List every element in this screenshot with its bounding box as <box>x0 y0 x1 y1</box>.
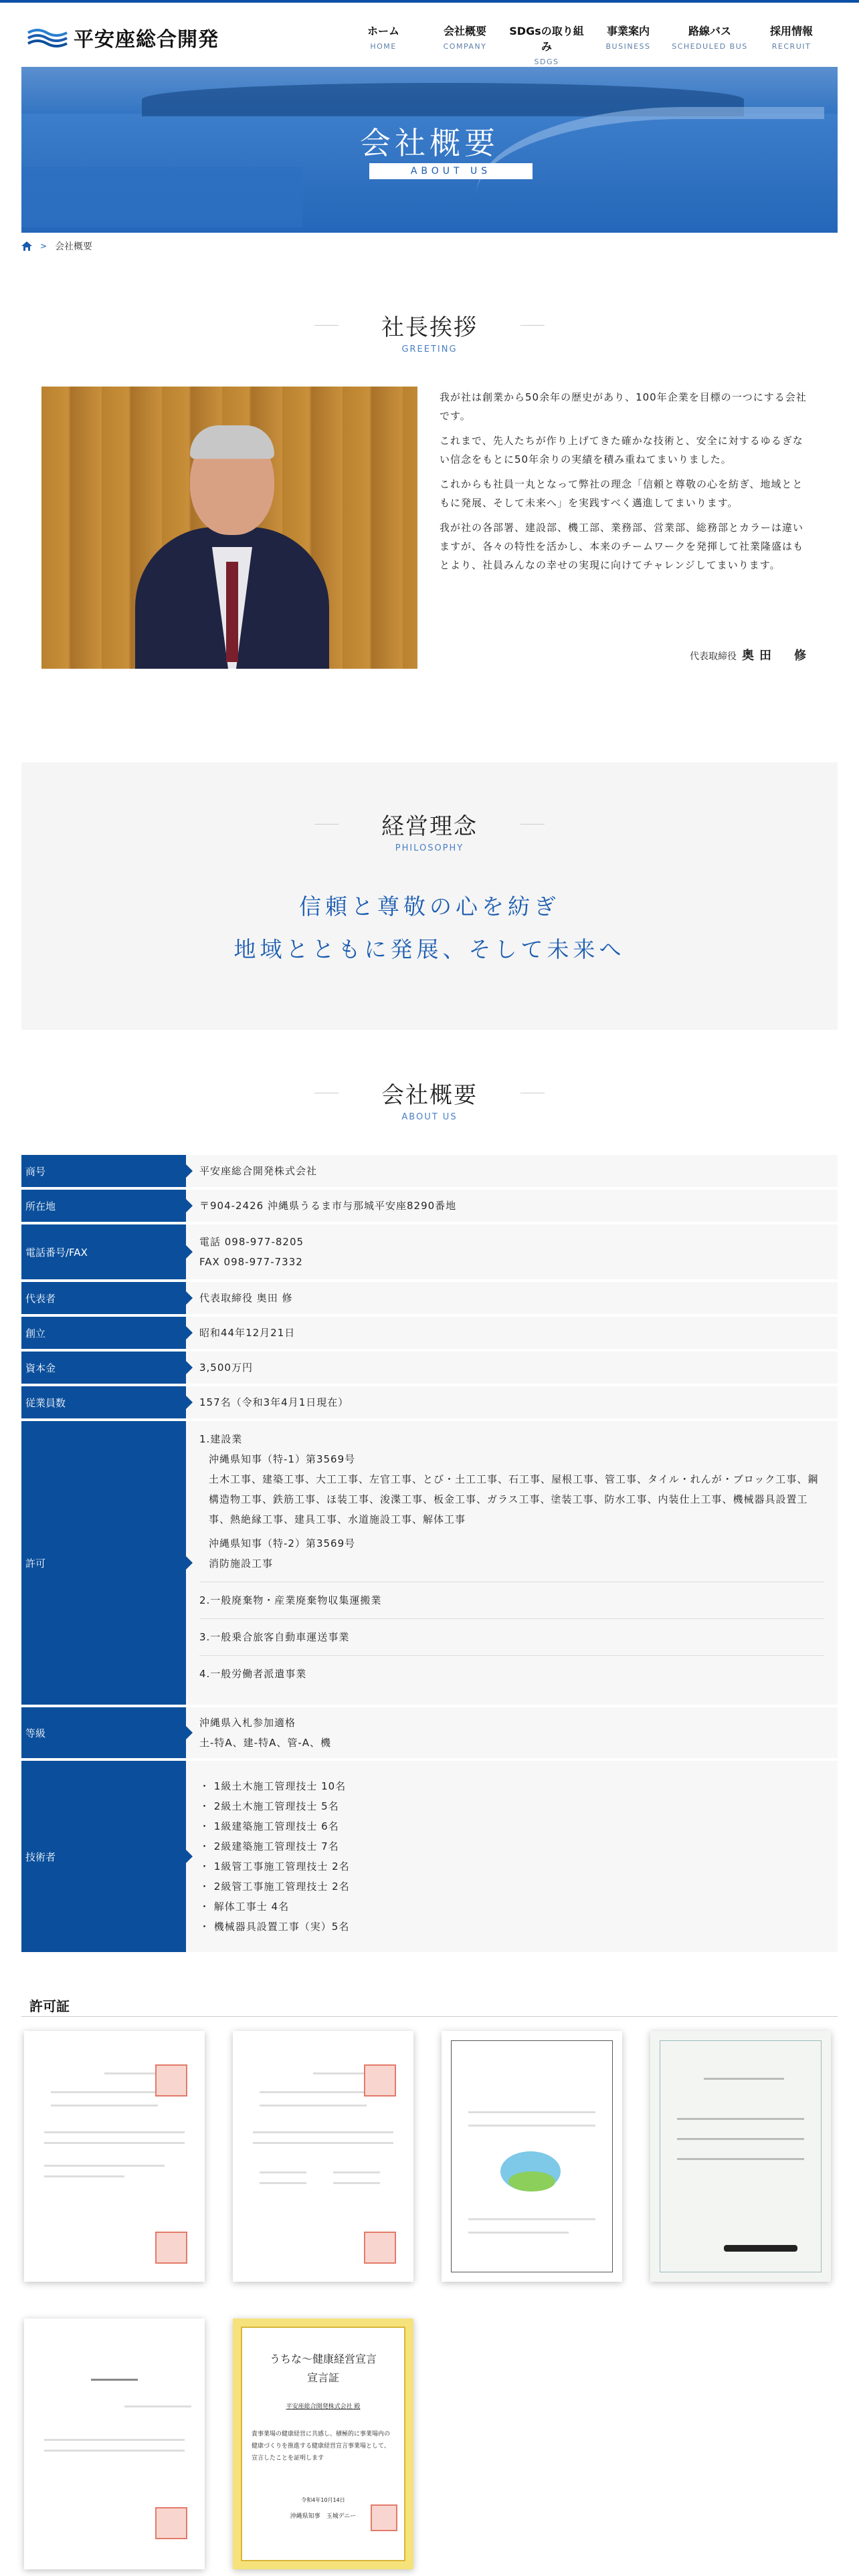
photo-hair <box>190 425 274 459</box>
president-signature <box>440 646 812 663</box>
representative-value: 代表取締役 奥田 修 <box>199 1292 293 1304</box>
engineer-item-text: 1級建築施工管理技士 6名 <box>213 1820 339 1832</box>
nav-business[interactable] <box>587 23 669 66</box>
philosophy-en: PHILOSOPHY <box>395 843 464 853</box>
doc-text-line <box>333 2171 380 2173</box>
nav-recruit-label: 採用情報 <box>769 25 813 37</box>
greeting-en: GREETING <box>401 344 458 354</box>
breadcrumb-current: 会社概要 <box>55 241 93 252</box>
permit-document-1[interactable] <box>24 2031 205 2282</box>
row-header: 許可 <box>21 1421 186 1705</box>
doc-text-line <box>468 2232 569 2234</box>
license-block <box>199 1656 824 1692</box>
doc-text-line <box>260 2182 306 2184</box>
hero-banner <box>21 67 838 233</box>
nav-business-en: BUSINESS <box>605 42 651 51</box>
license-title: 3.一般乗合旅客自動車運送事業 <box>199 1631 350 1643</box>
row-header: 資本金 <box>21 1352 186 1384</box>
site-logo[interactable] <box>27 23 219 52</box>
engineer-item-text: 2級建築施工管理技士 7名 <box>213 1840 339 1852</box>
company-name-value: 平安座総合開発株式会社 <box>199 1165 318 1177</box>
row-header: 所在地 <box>21 1190 186 1222</box>
license-block <box>199 1421 824 1582</box>
doc-text-line <box>51 2105 158 2107</box>
official-seal <box>364 2064 396 2097</box>
engineer-item-text: 2級管工事施工管理技士 2名 <box>213 1881 350 1893</box>
philosophy-line-1: 信頼と尊敬の心を紡ぎ <box>299 893 560 920</box>
permit-document-4[interactable] <box>650 2031 831 2282</box>
grade-line: 土-特A、建-特A、管-A、機 <box>199 1737 332 1749</box>
engineer-item: ・ 2級管工事施工管理技士 2名 <box>199 1881 350 1893</box>
nav-bus-en: SCHEDULED BUS <box>672 42 748 51</box>
nav-recruit-en: RECRUIT <box>771 42 812 51</box>
row-value <box>186 1707 838 1758</box>
permits-divider <box>21 2016 838 2017</box>
table-row <box>21 1421 838 1705</box>
certificate-title: うちな～健康経営宣言 <box>269 2353 377 2365</box>
nav-home[interactable] <box>343 23 424 66</box>
license-detail: 沖縄県知事（特-2）第3569号 <box>209 1537 356 1549</box>
signature-title: 代表取締役 <box>690 651 737 662</box>
doc-text-line <box>44 2439 185 2441</box>
home-icon[interactable] <box>21 241 32 251</box>
philosophy-title: 経営理念 <box>381 813 478 840</box>
official-seal <box>155 2507 187 2539</box>
doc-text-line <box>677 2158 804 2160</box>
official-seal <box>155 2232 187 2264</box>
permit-document-2[interactable] <box>233 2031 413 2282</box>
doc-text-line <box>468 2218 595 2220</box>
doc-text-line <box>253 2142 393 2144</box>
greeting-title: 社長挨拶 <box>381 314 478 341</box>
doc-text-line <box>333 2182 380 2184</box>
license-detail: 土木工事、建築工事、大工工事、左官工事、とび・土工工事、石工事、屋根工事、管工事、タイル・れんが・ブロック工事、鋼構造物工事、鉄筋工事、ほ装工事、浚渫工事、板金工事、ガラス工事、塗装工事、防水工事、内装仕上工事、機械器具設置工事、熱絶縁工事、建具工事、水道施設工事、解体工事 <box>209 1473 819 1525</box>
heading-line-left <box>314 325 339 326</box>
license-block <box>199 1619 824 1656</box>
nav-company[interactable] <box>424 23 506 66</box>
nav-home-label: ホーム <box>367 25 399 37</box>
president-photo <box>41 387 417 669</box>
signature-name: 奥田 修 <box>742 649 812 663</box>
row-value <box>186 1386 838 1418</box>
heading-line-right <box>520 325 545 326</box>
engineer-item-text: 1級管工事施工管理技士 2名 <box>213 1860 350 1872</box>
engineer-item: ・ 解体工事士 4名 <box>199 1901 290 1913</box>
row-header: 商号 <box>21 1155 186 1187</box>
doc-text-line <box>44 2142 185 2144</box>
doc-text-line <box>124 2405 191 2407</box>
row-value <box>186 1224 838 1279</box>
engineer-item: ・ 2級土木施工管理技士 5名 <box>199 1800 339 1812</box>
row-value <box>186 1352 838 1384</box>
table-row <box>21 1386 838 1418</box>
permit-document-5[interactable] <box>24 2319 205 2569</box>
row-value <box>186 1317 838 1349</box>
doc-text-line <box>44 2165 165 2167</box>
nav-company-en: COMPANY <box>443 42 487 51</box>
main-nav <box>343 23 832 66</box>
nav-recruit[interactable] <box>751 23 832 66</box>
official-seal <box>364 2232 396 2264</box>
grade-line: 沖縄県入札参加適格 <box>199 1717 296 1729</box>
nav-sdgs[interactable] <box>506 23 587 66</box>
address-value: 〒904-2426 沖縄県うるま市与那城平安座8290番地 <box>199 1200 457 1212</box>
engineer-item-text: 機械器具設置工事（実）5名 <box>213 1921 350 1933</box>
engineer-item: ・ 機械器具設置工事（実）5名 <box>199 1921 350 1933</box>
greeting-heading <box>0 309 859 354</box>
heading-line-right <box>520 824 545 825</box>
row-header: 電話番号/FAX <box>21 1224 186 1279</box>
philosophy-line-2: 地域とともに発展、そして未来へ <box>233 936 626 962</box>
row-header: 従業員数 <box>21 1386 186 1418</box>
doc-text-line <box>91 2379 138 2381</box>
row-value <box>186 1155 838 1187</box>
greeting-paragraph: これからも社員一丸となって弊社の理念「信頼と尊敬の心を紡ぎ、地域とともに発展、そして未来へ」を実践すべく邁進してまいります。 <box>440 478 803 509</box>
certificate-body: 貴事業場の健康経営に共感し、積極的に事業場内の健康づくりを推進する健康経営宣言事業場として、宣言したことを証明します <box>252 2431 391 2462</box>
row-value <box>186 1421 838 1705</box>
row-value <box>186 1761 838 1952</box>
table-row <box>21 1282 838 1314</box>
logo-wave-icon <box>27 26 68 49</box>
about-en: ABOUT US <box>401 1112 458 1122</box>
permits-title: 許可証 <box>29 1998 70 2014</box>
engineer-item: ・ 2級建築施工管理技士 7名 <box>199 1840 339 1852</box>
permit-document-3[interactable] <box>442 2031 622 2282</box>
nav-sdgs-en: SDGS <box>534 58 559 66</box>
breadcrumb-separator: > <box>40 241 47 251</box>
engineer-item: ・ 1級土木施工管理技士 10名 <box>199 1780 347 1792</box>
license-block <box>199 1582 824 1619</box>
capital-value: 3,500万円 <box>199 1362 253 1374</box>
signature-brush <box>724 2245 797 2252</box>
engineer-item-text: 2級土木施工管理技士 5名 <box>213 1800 339 1812</box>
official-seal <box>371 2504 397 2531</box>
about-heading <box>0 1077 859 1122</box>
engineer-item-text: 1級土木施工管理技士 10名 <box>213 1780 347 1792</box>
license-detail: 沖縄県知事（特-1）第3569号 <box>209 1453 356 1465</box>
license-title: 2.一般廃棄物・産業廃棄物収集運搬業 <box>199 1594 382 1606</box>
certificate-frame <box>241 2327 405 2561</box>
certificate-subtitle: 宣言証 <box>306 2371 339 2384</box>
certificate-date: 令和4年10月14日 <box>301 2497 345 2503</box>
doc-text-line <box>260 2171 306 2173</box>
doc-text-line <box>677 2118 804 2120</box>
row-header: 代表者 <box>21 1282 186 1314</box>
heading-line-left <box>314 824 339 825</box>
logo-text: 平安座総合開発 <box>74 28 219 51</box>
table-row <box>21 1155 838 1187</box>
doc-text-line <box>468 2111 595 2113</box>
row-value <box>186 1190 838 1222</box>
certificate-company: 平安座総合開発株式会社 殿 <box>286 2403 361 2410</box>
site-header <box>0 3 859 67</box>
doc-text-line <box>44 2175 124 2177</box>
doc-text-line <box>260 2105 367 2107</box>
official-seal <box>155 2064 187 2097</box>
row-value <box>186 1282 838 1314</box>
founded-value: 昭和44年12月21日 <box>199 1327 296 1339</box>
table-row <box>21 1224 838 1279</box>
health-management-certificate[interactable] <box>233 2319 413 2569</box>
doc-text-line <box>468 2125 595 2127</box>
fax-value: FAX 098-977-7332 <box>199 1256 303 1268</box>
hero-pier-image <box>21 167 302 227</box>
hero-subtitle: ABOUT US <box>369 163 533 179</box>
table-row <box>21 1190 838 1222</box>
about-title: 会社概要 <box>381 1082 478 1109</box>
license-title: 1.建設業 <box>199 1433 243 1445</box>
table-row <box>21 1317 838 1349</box>
hero-title: 会社概要 <box>360 125 499 161</box>
breadcrumb <box>21 239 92 253</box>
table-row <box>21 1761 838 1952</box>
doc-emblem <box>508 2171 555 2191</box>
doc-text-line <box>44 2450 185 2452</box>
doc-text-line <box>704 2078 784 2080</box>
doc-text-line <box>253 2131 393 2133</box>
staff-count-value: 157名（令和3年4月1日現在） <box>199 1396 349 1408</box>
greeting-paragraph: 我が社の各部署、建設部、機工部、業務部、営業部、総務部とカラーは違いますが、各々の特性を活かし、本来のチームワークを発揮して社業隆盛はもとより、社員みんなの幸せの実現に向けてチャレンジしてまいります。 <box>440 522 804 571</box>
phone-value[interactable]: 電話 098-977-8205 <box>199 1236 304 1248</box>
nav-sdgs-label: SDGsの取り組み <box>509 25 584 53</box>
table-row <box>21 1352 838 1384</box>
greeting-paragraph: 我が社は創業から50余年の歴史があり、100年企業を目標の一つにする会社です。 <box>440 391 807 422</box>
nav-business-label: 事業案内 <box>606 25 650 37</box>
nav-bus[interactable] <box>669 23 751 66</box>
engineer-item: ・ 1級管工事施工管理技士 2名 <box>199 1860 350 1872</box>
row-header: 技術者 <box>21 1761 186 1952</box>
doc-text-line <box>677 2138 804 2140</box>
license-detail: 消防施設工事 <box>209 1558 274 1570</box>
nav-home-en: HOME <box>370 42 397 51</box>
nav-company-label: 会社概要 <box>443 25 486 37</box>
certificate-issuer: 沖縄県知事 玉城デニー <box>290 2513 357 2520</box>
doc-frame <box>660 2040 822 2272</box>
nav-bus-label: 路線バス <box>688 25 731 37</box>
engineer-item: ・ 1級建築施工管理技士 6名 <box>199 1820 339 1832</box>
table-row <box>21 1707 838 1758</box>
doc-text-line <box>44 2131 185 2133</box>
company-info-table <box>21 1155 838 1955</box>
license-title: 4.一般労働者派遣事業 <box>199 1668 307 1680</box>
philosophy-section <box>21 762 838 1030</box>
engineer-item-text: 解体工事士 4名 <box>213 1901 290 1913</box>
greeting-paragraph: これまで、先人たちが作り上げてきた確かな技術と、安全に対するゆるぎない信念をもとに50年余りの実績を積み重ねてまいりました。 <box>440 435 803 465</box>
row-header: 創立 <box>21 1317 186 1349</box>
philosophy-heading <box>0 808 859 853</box>
photo-tie <box>226 562 238 662</box>
row-header: 等級 <box>21 1707 186 1758</box>
greeting-text <box>440 388 812 580</box>
